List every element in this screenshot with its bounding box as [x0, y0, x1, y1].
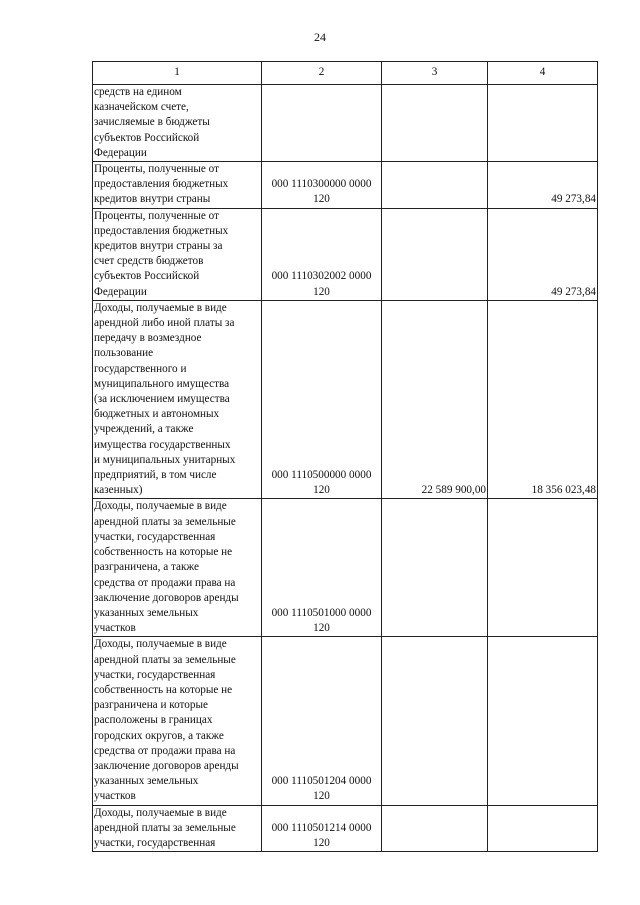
- amount-col-4: 49 273,84: [488, 208, 598, 300]
- table-row: [93, 162, 598, 209]
- amount-col-4: 49 273,84: [488, 162, 598, 209]
- budget-code: 000 1110302002 0000 120: [262, 208, 382, 300]
- table-row: [93, 85, 598, 162]
- amount-col-3: [382, 637, 488, 805]
- budget-code: 000 1110501214 0000 120: [262, 805, 382, 852]
- amount-col-3: [382, 208, 488, 300]
- budget-code: 000 1110300000 0000 120: [262, 162, 382, 209]
- amount-col-4: [488, 637, 598, 805]
- revenue-name: Доходы, получаемые в виде арендной платы за земельные участки, государственная собственность на которые не разграничена, а также средства от продажи права на заключение договоров аренды указанных земельных участков: [93, 499, 262, 637]
- revenue-name: Проценты, полученные от предоставления бюджетных кредитов внутри страны: [93, 162, 262, 209]
- header-col-4: 4: [488, 62, 598, 85]
- table-row: [93, 805, 598, 852]
- page-number: 24: [314, 30, 326, 44]
- revenue-name: Доходы, получаемые в виде арендной платы за земельные участки, государственная собственность на которые не разграничена и которые расположены в границах городских округов, а также средства от продажи права на заключение договоров аренды указанных земельных участков: [93, 637, 262, 805]
- revenue-name: Проценты, полученные от предоставления бюджетных кредитов внутри страны за счет средств бюджетов субъектов Российской Федерации: [93, 208, 262, 300]
- amount-col-3: 22 589 900,00: [382, 300, 488, 499]
- revenue-name: Доходы, получаемые в виде арендной либо иной платы за передачу в возмездное пользование государственного и муниципального имущества (за исключением имущества бюджетных и автономных учреждений, а также имущества государственных и муниципальных унитарных предприятий, в том числе казенных): [93, 300, 262, 499]
- amount-col-3: [382, 85, 488, 162]
- header-col-3: 3: [382, 62, 488, 85]
- budget-code: [262, 85, 382, 162]
- budget-revenue-table: [92, 61, 598, 852]
- amount-col-4: [488, 499, 598, 637]
- budget-code: 000 1110500000 0000 120: [262, 300, 382, 499]
- amount-col-4: 18 356 023,48: [488, 300, 598, 499]
- budget-code: 000 1110501000 0000 120: [262, 499, 382, 637]
- amount-col-4: [488, 805, 598, 852]
- budget-code: 000 1110501204 0000 120: [262, 637, 382, 805]
- header-row: [93, 62, 598, 85]
- revenue-name: средств на едином казначейском счете, зачисляемые в бюджеты субъектов Российской Федерации: [93, 85, 262, 162]
- amount-col-3: [382, 162, 488, 209]
- header-col-2: 2: [262, 62, 382, 85]
- revenue-name: Доходы, получаемые в виде арендной платы за земельные участки, государственная: [93, 805, 262, 852]
- table-row: [93, 208, 598, 300]
- amount-col-3: [382, 805, 488, 852]
- header-col-1: 1: [93, 62, 262, 85]
- table-row: [93, 499, 598, 637]
- amount-col-4: [488, 85, 598, 162]
- amount-col-3: [382, 499, 488, 637]
- table-row: [93, 300, 598, 499]
- table-row: [93, 637, 598, 805]
